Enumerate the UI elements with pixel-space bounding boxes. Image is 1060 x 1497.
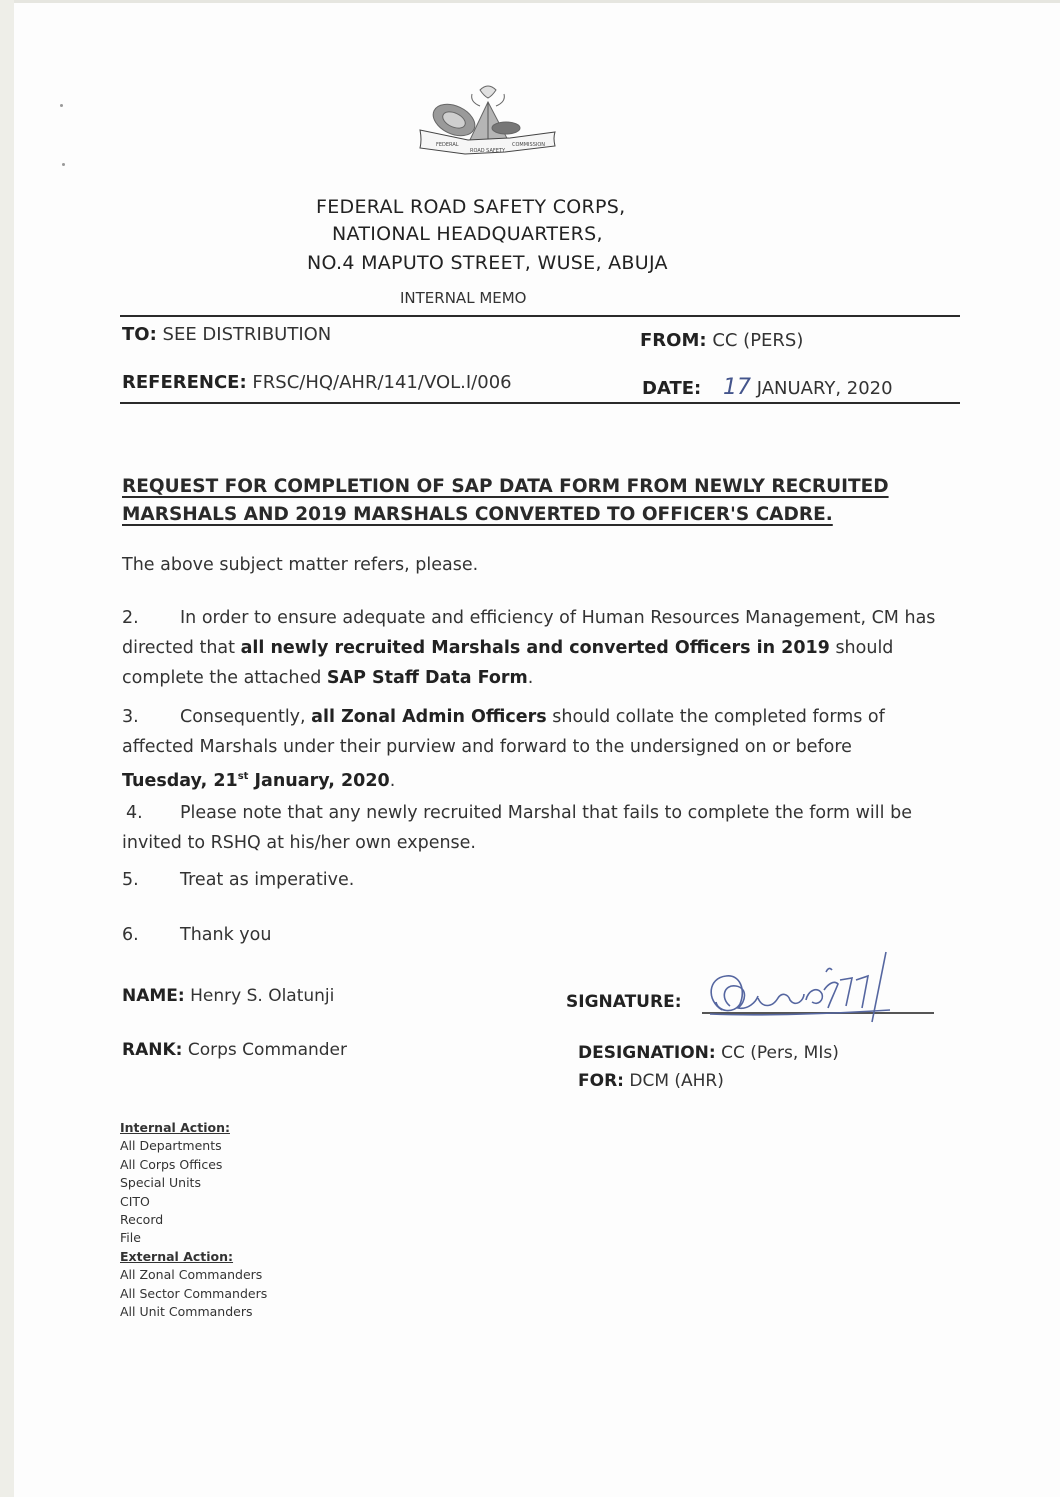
paragraph-2-number: 2.: [122, 608, 139, 628]
paragraph-2-text: .: [527, 668, 534, 688]
from-field: [640, 330, 803, 351]
paragraph-5-number: 5.: [122, 870, 139, 890]
svg-text:COMMISSION: COMMISSION: [512, 142, 546, 148]
designation-label: DESIGNATION:: [578, 1043, 716, 1063]
distribution-item: All Sector Commanders: [120, 1285, 268, 1301]
paragraph-2-text: should complete the attached: [122, 638, 894, 688]
rank-value: Corps Commander: [187, 1040, 347, 1060]
scan-edge-left: [0, 0, 14, 1497]
rank-field: [122, 1040, 347, 1060]
paragraph-6-number: 6.: [122, 925, 139, 945]
to-label: TO:: [122, 324, 157, 345]
paragraph-2: [122, 603, 954, 693]
name-label: NAME:: [122, 986, 185, 1006]
paragraph-1: The above subject matter refers, please.: [122, 555, 479, 575]
scan-speck: [60, 104, 63, 107]
distribution-item: CITO: [120, 1193, 150, 1209]
paragraph-4-number: 4.: [126, 803, 143, 823]
paragraph-5: [122, 865, 972, 895]
paragraph-3-text: .: [389, 770, 396, 791]
deadline-month: January, 2020: [248, 770, 390, 791]
designation-field: [578, 1043, 839, 1063]
paragraph-3-deadline: [122, 771, 390, 791]
org-headquarters: NATIONAL HEADQUARTERS,: [332, 223, 603, 245]
internal-action-heading: Internal Action:: [120, 1120, 230, 1135]
signature-label-text: SIGNATURE:: [566, 992, 682, 1012]
paragraph-3-number: 3.: [122, 707, 139, 727]
org-name: FEDERAL ROAD SAFETY CORPS,: [316, 196, 626, 218]
distribution-item: All Zonal Commanders: [120, 1267, 263, 1283]
subject-line-1: REQUEST FOR COMPLETION OF SAP DATA FORM FROM NEWLY RECRUITED: [122, 476, 889, 497]
frsc-crest-logo: [410, 82, 565, 164]
rank-label: RANK:: [122, 1040, 183, 1060]
designation-value: CC (Pers, MIs): [721, 1043, 839, 1063]
paragraph-5-text: Treat as imperative.: [180, 870, 355, 890]
from-value: CC (PERS): [712, 330, 804, 351]
for-label: FOR:: [578, 1071, 624, 1091]
name-value: Henry S. Olatunji: [190, 986, 335, 1006]
signature-label: [566, 992, 682, 1012]
from-label: FROM:: [640, 330, 707, 351]
distribution-list: [120, 1119, 267, 1321]
signature-handwritten: [700, 950, 960, 1025]
paragraph-4: [122, 798, 952, 858]
for-value: DCM (AHR): [629, 1071, 724, 1091]
paragraph-3: [122, 702, 922, 796]
paragraph-2-text: In order to ensure adequate and efficiency of Human Resources Management, CM has directed that: [122, 608, 936, 658]
paragraph-3-text: Consequently,: [180, 707, 312, 727]
external-action-heading: External Action:: [120, 1248, 234, 1264]
distribution-item: All Corps Offices: [120, 1156, 223, 1172]
subject-line-2: MARSHALS AND 2019 MARSHALS CONVERTED TO OFFICER'S CADRE.: [122, 504, 833, 525]
date-field: [642, 375, 893, 400]
paragraph-2-emphasis: all newly recruited Marshals and converted Officers in 2019: [240, 638, 830, 658]
date-label: DATE:: [642, 378, 702, 399]
svg-text:ROAD SAFETY: ROAD SAFETY: [470, 148, 506, 154]
header-rule-top: [120, 315, 960, 317]
scan-speck: [62, 163, 65, 166]
paragraph-3-emphasis: all Zonal Admin Officers: [311, 707, 547, 727]
reference-value: FRSC/HQ/AHR/141/VOL.I/006: [252, 372, 512, 393]
paragraph-2-form-name: SAP Staff Data Form: [326, 668, 528, 688]
org-address: NO.4 MAPUTO STREET, WUSE, ABUJA: [307, 252, 668, 274]
for-field: [578, 1071, 724, 1091]
paragraph-6-text: Thank you: [180, 925, 272, 945]
distribution-item: All Unit Commanders: [120, 1304, 253, 1320]
deadline-day: Tuesday, 21: [122, 770, 238, 791]
memo-type: INTERNAL MEMO: [400, 289, 527, 307]
distribution-item: Special Units: [120, 1175, 201, 1191]
to-value: SEE DISTRIBUTION: [162, 324, 332, 345]
name-field: [122, 986, 334, 1006]
to-field: [122, 324, 331, 345]
distribution-item: File: [120, 1230, 141, 1246]
distribution-item: Record: [120, 1212, 164, 1228]
date-value: JANUARY, 2020: [756, 378, 893, 399]
reference-label: REFERENCE:: [122, 372, 247, 393]
svg-text:FEDERAL: FEDERAL: [436, 142, 459, 148]
distribution-item: All Departments: [120, 1138, 222, 1154]
paragraph-4-text: Please note that any newly recruited Marshal that fails to complete the form will be invited to RSHQ at his/her own expense.: [122, 803, 912, 853]
reference-field: [122, 372, 512, 393]
paragraph-6: [122, 920, 972, 950]
header-rule-bottom: [120, 402, 960, 404]
paragraph-3-text: should collate the completed forms of affected Marshals under their purview and forward to the undersigned on or before: [122, 707, 885, 757]
date-handwritten-day: 17: [722, 375, 751, 400]
deadline-suffix: st: [237, 771, 249, 782]
